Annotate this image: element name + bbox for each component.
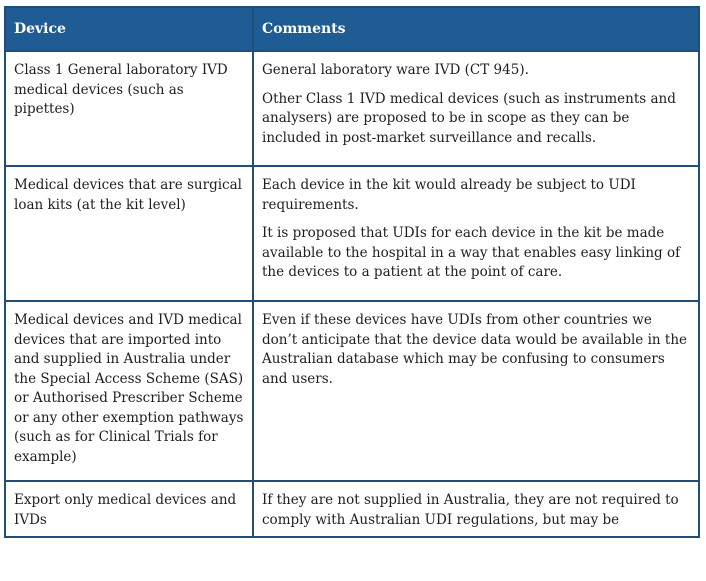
device-column-header: Device	[5, 7, 253, 51]
device-cell: Class 1 General laboratory IVD medical devices (such as pipettes)	[5, 51, 253, 166]
comments-cell	[253, 481, 699, 537]
table-row	[5, 166, 699, 301]
comment-paragraph: If they are not supplied in Australia, they are not required to comply with Australian UDI regulations, but may be	[262, 492, 679, 528]
comments-cell	[253, 166, 699, 301]
table-row	[5, 481, 699, 537]
comment-paragraph: Even if these devices have UDIs from other countries we don’t anticipate that the device data would be available in the Australian database which may be confusing to consumers and users.	[262, 312, 687, 387]
table-header-row	[5, 7, 699, 51]
device-cell: Medical devices that are surgical loan kits (at the kit level)	[5, 166, 253, 301]
comments-cell	[253, 301, 699, 481]
comment-paragraph: Each device in the kit would already be subject to UDI requirements.	[262, 177, 636, 213]
device-comments-table	[4, 6, 700, 538]
comments-column-header: Comments	[253, 7, 699, 51]
device-cell: Medical devices and IVD medical devices that are imported into and supplied in Australia under the Special Access Scheme (SAS) or Authorised Prescriber Scheme or any other exemption pathways (such as for Clinical Trials for example)	[5, 301, 253, 481]
comments-cell	[253, 51, 699, 166]
table-row	[5, 51, 699, 166]
device-cell: Export only medical devices and IVDs	[5, 481, 253, 537]
comment-paragraph: Other Class 1 IVD medical devices (such as instruments and analysers) are proposed to be in scope as they can be included in post-market surveillance and recalls.	[262, 90, 676, 146]
comment-paragraph: General laboratory ware IVD (CT 945).	[262, 62, 529, 78]
comment-paragraph: It is proposed that UDIs for each device in the kit be made available to the hospital in a way that enables easy linking of the devices to a patient at the point of care.	[262, 225, 681, 280]
device-comments-table-container	[4, 6, 698, 538]
table-row	[5, 301, 699, 481]
